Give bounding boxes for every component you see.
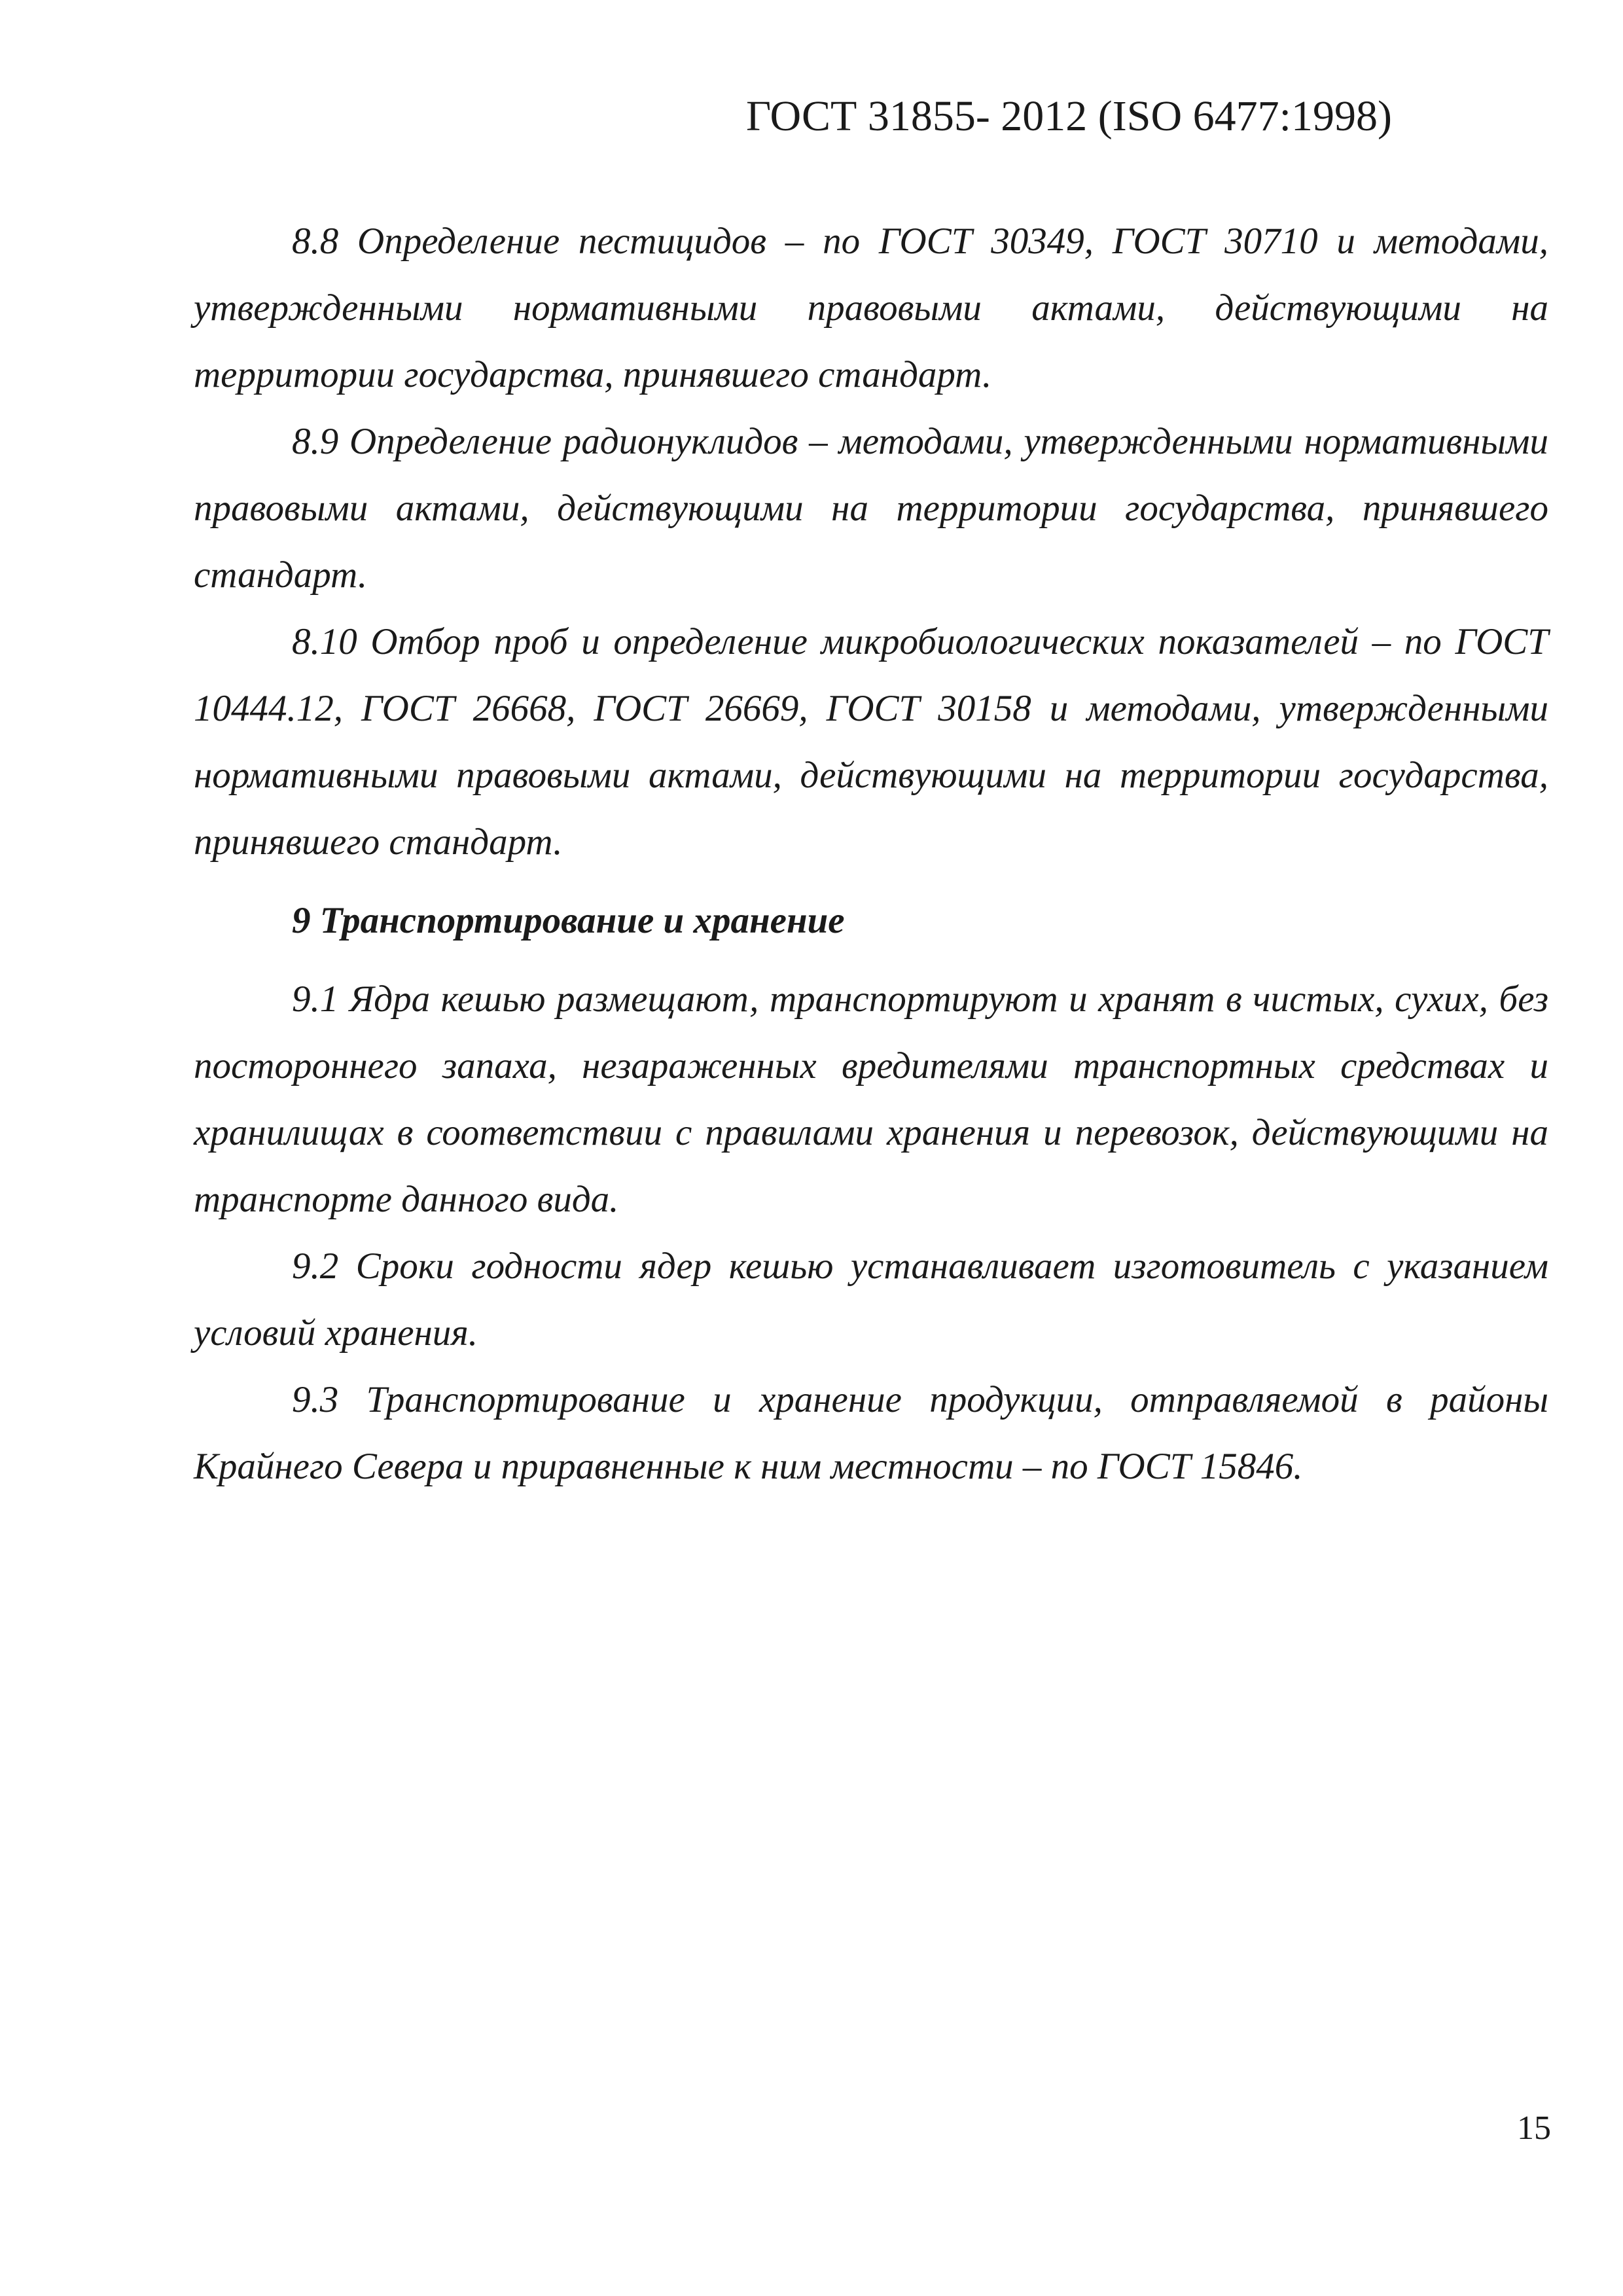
paragraph-9-3: 9.3 Транспортирование и хранение продукции, отправляемой в районы Крайнего Севера и приравненные к ним местности – по ГОСТ 15846. xyxy=(194,1379,1548,1487)
paragraph-8-9: 8.9 Определение радионуклидов – методами, утвержденными нормативными правовыми актами, действующими на территории государства, принявшего стандарт. xyxy=(194,421,1548,596)
document-header-title: ГОСТ 31855- 2012 (ISO 6477:1998) xyxy=(746,92,1392,140)
paragraph-9-2: 9.2 Сроки годности ядер кешью устанавливает изготовитель с указанием условий хранения. xyxy=(194,1246,1548,1354)
section-heading-9: 9 Транспортирование и хранение xyxy=(292,900,845,941)
paragraph-8-10: 8.10 Отбор проб и определение микробиологических показателей – по ГОСТ 10444.12, ГОСТ 26668, ГОСТ 26669, ГОСТ 30158 и методами, утвержденными нормативными правовыми актами, действующими на территории государства, принявшего стандарт. xyxy=(194,621,1548,863)
document-body xyxy=(194,208,1548,1500)
paragraph-8-8: 8.8 Определение пестицидов – по ГОСТ 30349, ГОСТ 30710 и методами, утвержденными нормативными правовыми актами, действующими на территории государства, принявшего стандарт. xyxy=(194,221,1548,395)
paragraph-9-1: 9.1 Ядра кешью размещают, транспортируют и хранят в чистых, сухих, без постороннего запаха, незараженных вредителями транспортных средствах и хранилищах в соответствии с правилами хранения и перевозок, действующими на транспорте данного вида. xyxy=(194,978,1548,1220)
page-number: 15 xyxy=(1517,2109,1551,2147)
